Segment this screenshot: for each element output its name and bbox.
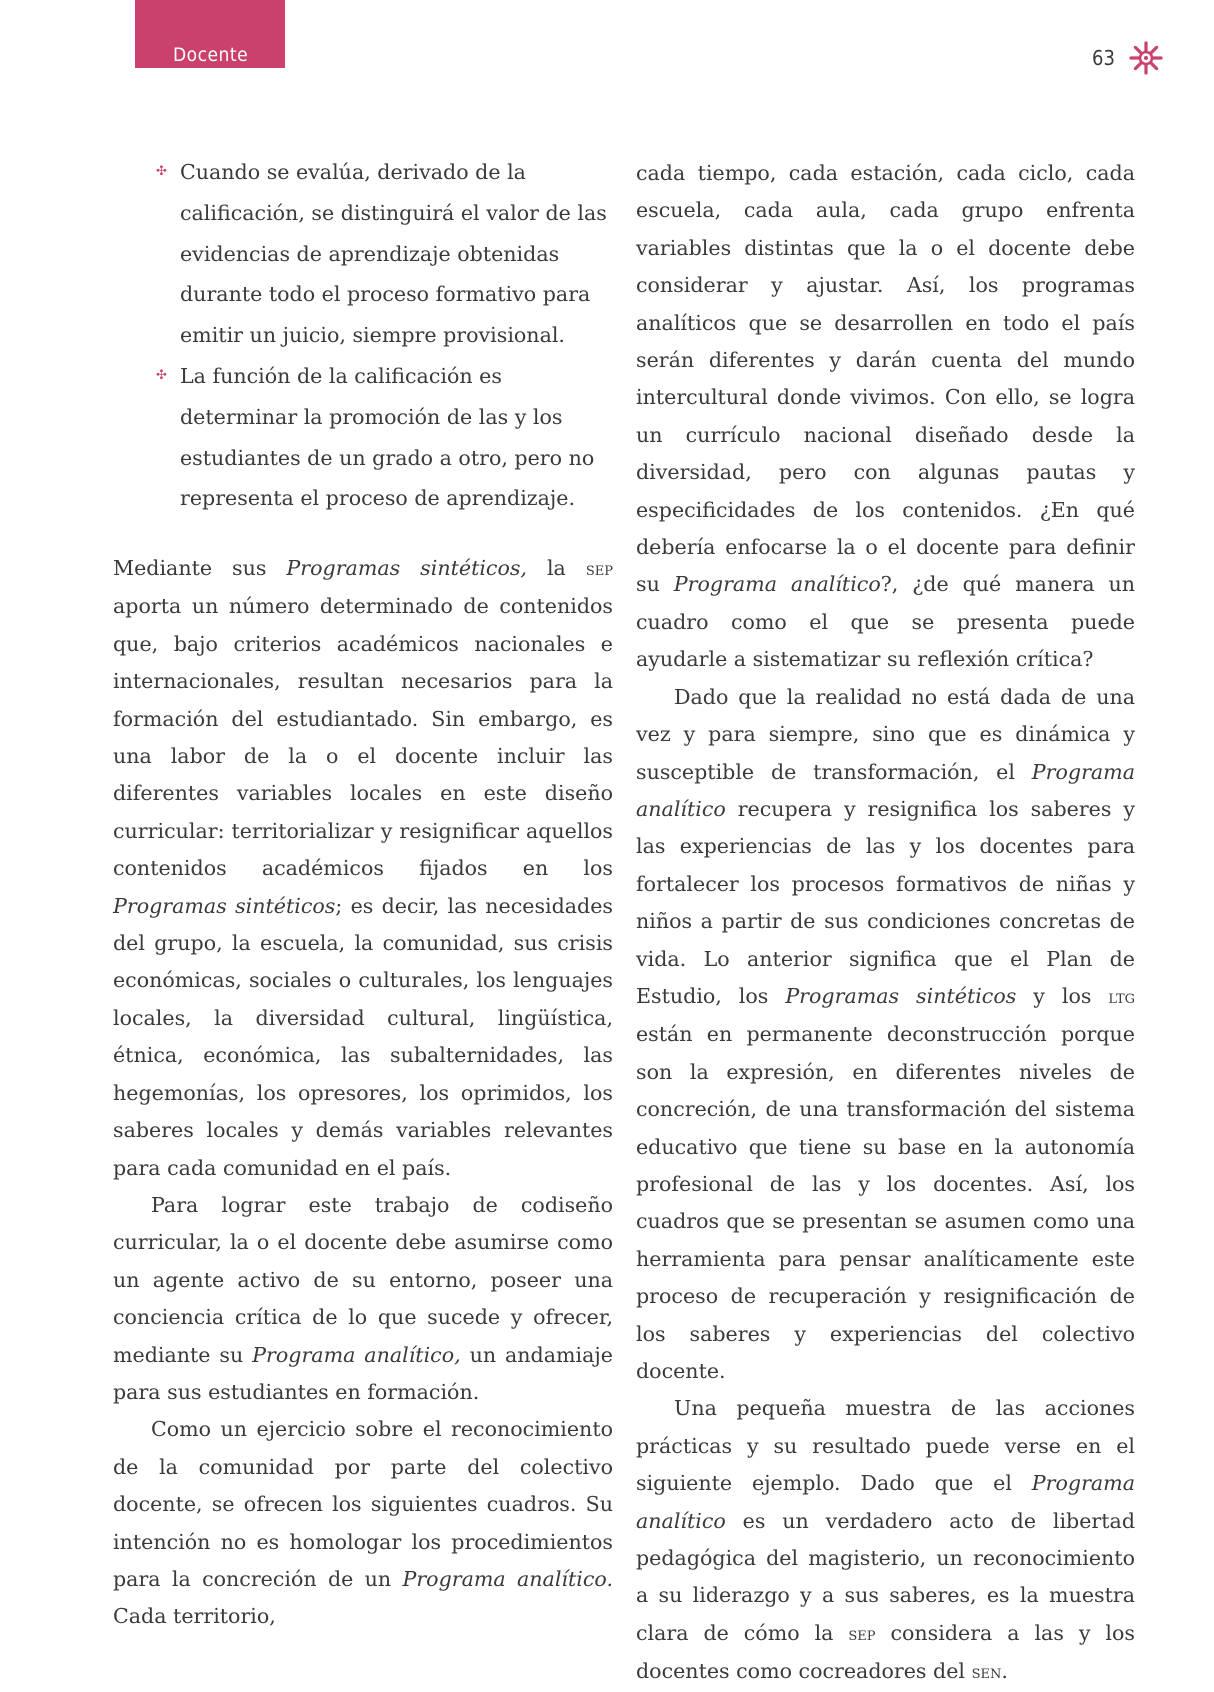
paragraph: Mediante sus Programas sintéticos, la sep aporta un número determinado de contenidos que, bajo criterios académicos nacionales e internacionales, resultan necesarios para la formación del estudiantado. Sin embargo, es una labor de la o el docente incluir las diferentes variables locales en este diseño curricular: territorializar y resignificar aquellos contenidos académicos fijados en los Programas sintéticos; es decir, las necesidades del grupo, la escuela, la comunidad, sus crisis económicas, sociales o culturales, los lenguajes locales, la diversidad cultural, lingüística, étnica, económica, las subalternidades, las hegemonías, los opresores, los oprimidos, los saberes locales y demás variables relevantes para cada comunidad en el país. bbox=[113, 556, 613, 1180]
paragraph: Como un ejercicio sobre el reconocimiento de la comunidad por parte del colectivo docente, se ofrecen los siguientes cuadros. Su intención no es homologar los procedimientos para la concreción de un Programa analítico. Cada territorio, bbox=[113, 1417, 613, 1629]
paragraph: cada tiempo, cada estación, cada ciclo, cada escuela, cada aula, cada grupo enfrenta variables distintas que la o el docente debe considerar y ajustar. Así, los programas analíticos que se desarrollen en todo el país serán diferentes y darán cuenta del mundo intercultural donde vivimos. Con ello, se logra un currículo nacional diseñado desde la diversidad, pero con algunas pautas y especificidades de los contenidos. ¿En qué debería enfocarse la o el docente para definir su Programa analítico?, ¿de qué manera un cuadro como el que se presenta puede ayudarle a sistematizar su reflexión crítica? bbox=[636, 161, 1135, 672]
right-column bbox=[636, 155, 1135, 1692]
left-column bbox=[113, 550, 613, 1636]
paragraph: Una pequeña muestra de las acciones prácticas y su resultado puede verse en el siguiente ejemplo. Dado que el Programa analítico es un verdadero acto de libertad pedagógica del magisterio, un reconocimiento a su liderazgo y a sus saberes, es la muestra clara de cómo la sep considera a las y los docentes como cocreadores del sen. bbox=[636, 1396, 1135, 1684]
page-number: 63 bbox=[1092, 46, 1115, 70]
flower-asterisk-icon bbox=[1128, 40, 1164, 76]
paragraph: Para lograr este trabajo de codiseño curricular, la o el docente debe asumirse como un agente activo de su entorno, poseer una conciencia crítica de lo que sucede y ofrecer, mediante su Programa analítico, un andamiaje para sus estudiantes en formación. bbox=[113, 1192, 613, 1404]
diamond-bullet-icon: ✣ bbox=[156, 367, 167, 383]
bullet-item bbox=[156, 356, 614, 519]
bullet-list bbox=[156, 152, 614, 519]
bullet-text: Cuando se evalúa, derivado de la calificación, se distinguirá el valor de las evidencias de aprendizaje obtenidas durante todo el proceso formativo para emitir un juicio, siempre provisional. bbox=[180, 160, 607, 348]
bullet-text: La función de la calificación es determinar la promoción de las y los estudiantes de un grado a otro, pero no representa el proceso de aprendizaje. bbox=[180, 363, 595, 511]
section-tab bbox=[135, 0, 285, 68]
bullet-item bbox=[156, 152, 614, 356]
diamond-bullet-icon: ✣ bbox=[156, 164, 167, 179]
section-label: Docente bbox=[173, 44, 249, 66]
paragraph: Dado que la realidad no está dada de una vez y para siempre, sino que es dinámica y susceptible de transformación, el Programa analítico recupera y resignifica los saberes y las experiencias de las y los docentes para fortalecer los procesos formativos de niñas y niños a partir de sus condiciones concretas de vida. Lo anterior significa que el Plan de Estudio, los Programas sintéticos y los ltg están en permanente deconstrucción porque son la expresión, en diferentes niveles de concreción, de una transformación del sistema educativo que tiene su base en la autonomía profesional de las y los docentes. Así, los cuadros que se presentan se asumen como una herramienta para pensar analíticamente este proceso de recuperación y resignificación de los saberes y experiencias del colectivo docente. bbox=[636, 684, 1136, 1383]
